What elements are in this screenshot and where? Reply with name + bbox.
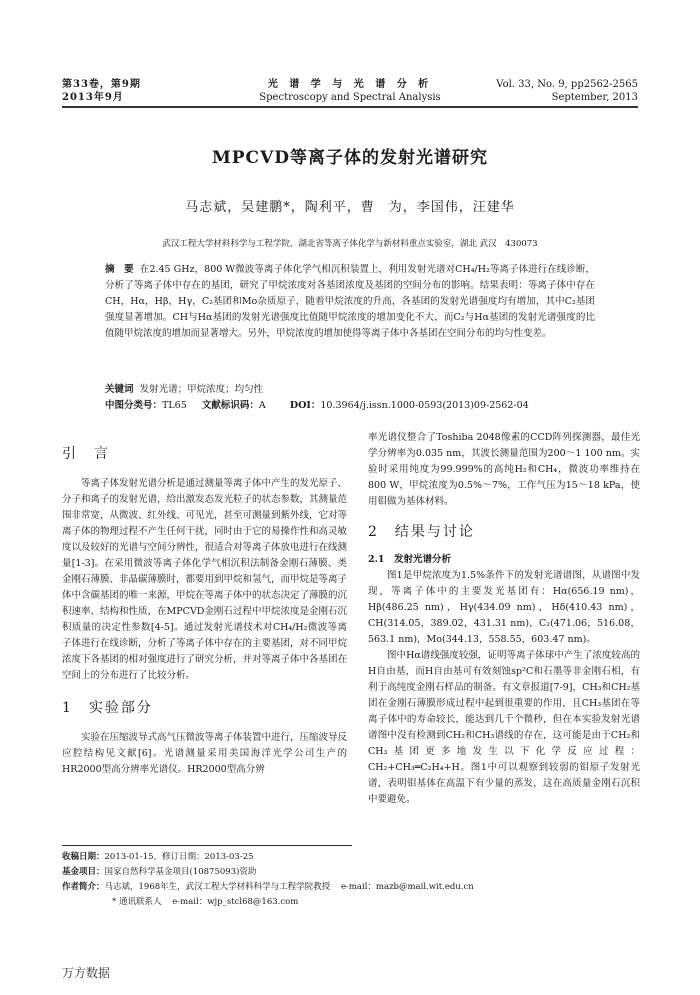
keywords-block bbox=[105, 382, 605, 414]
results-paragraph-2: 图中Hα谱线强度较强，证明等离子体球中产生了浓度较高的H自由基，而H自由基可有效刻蚀sp²C和石墨等非金刚石相，有利于高纯度金刚石样品的制备。有文章报道[7-9]，CH₃和CH₂基团在金刚石薄膜形成过程中起到很重要的作用，且CH₃基团在等离子体中的寿命较长，能达到几千个微秒，但在本实验发射光谱谱图中没有检测到CH₂和CH₃谱线的存在，这可能是由于CH₂和CH₃基团更多地发生以下化学反应过程：CH₂+CH₃═C₂H₄+H。图1中可以观察到较弱的钼原子发射光谱，表明钼基体在高温下有少量的蒸发，这在高质量金刚石沉积中要避免。 bbox=[368, 650, 640, 805]
equipment-paragraph: 率光谱仪整合了Toshiba 2048像素的CCD阵列探测器，最佳光学分辨率为0.035 nm，其波长测量范围为200～1 100 nm。实验时采用纯度为99.999%的高纯H₂和CH₄，微波功率维持在800 W，甲烷浓度为0.5%～7%，工作气压为15～18 kPa，使用钼做为基体材料。 bbox=[368, 432, 640, 507]
doi-label: DOI： bbox=[289, 400, 321, 411]
corresponding-email: e-mail：wjp_stcl68@163.com bbox=[172, 897, 299, 907]
bio-label: 作者简介： bbox=[62, 882, 105, 892]
experiment-paragraph: 实验在压缩波导式高气压微波等离子体装置中进行，压缩波导反应腔结构见文献[6]。光谱测量采用美国海洋光学公司生产的HR2000型高分辨率光谱仪。HR2000型高分辨 bbox=[62, 732, 348, 775]
fund-line bbox=[62, 865, 642, 880]
doi-value: 10.3964/j.issn.1000-0593(2013)09-2562-04 bbox=[320, 400, 529, 411]
header-rule bbox=[62, 106, 638, 108]
corresponding-label: * 通讯联系人 bbox=[112, 897, 162, 907]
journal-name-cn: 光 谱 学 与 光 谱 分 析 bbox=[267, 79, 433, 90]
journal-name bbox=[250, 78, 450, 104]
volume-pages: Vol. 33, No. 9, pp2562-2565 bbox=[496, 79, 638, 90]
results-heading: 2 结果与讨论 bbox=[368, 524, 475, 540]
issue-date: 2013年9月 bbox=[62, 92, 124, 103]
fund-label: 基金项目： bbox=[62, 867, 105, 877]
wanfang-watermark: 万方数据 bbox=[62, 966, 111, 980]
experiment-heading: 1 实验部分 bbox=[62, 700, 153, 716]
subsection-heading: 2.1 发射光谱分析 bbox=[368, 554, 452, 565]
corresponding-line bbox=[62, 895, 642, 910]
doc-code-value: A bbox=[258, 400, 266, 411]
journal-volume-issue bbox=[62, 78, 141, 104]
right-column bbox=[368, 430, 640, 808]
received-line bbox=[62, 850, 642, 865]
bio-email: e-mail：mazb@mail.wit.edu.cn bbox=[340, 882, 474, 892]
abstract-text: 在2.45 GHz，800 W微波等离子体化学气相沉积装置上，利用发射光谱对CH₄/H₂等离子体进行在线诊断，分析了等离子体中存在的基团，研究了甲烷浓度对各基团浓度及基团的空间分布的影响。结果表明：等离子体中存在CH，Hα，Hβ，Hγ，C₂基团和Mo杂质原子，随着甲烷浓度的升高，各基团的发射光谱强度均有增加，其中C₂基团强度显著增加。CH与Hα基团的发射光谱强度比值随甲烷浓度的增加变化不大，而C₂与Hα基团的发射光谱强度的比值随甲烷浓度的增加而显著增大。另外，甲烷浓度的增加使得等离子体中各基团在空间分布的均匀性变差。 bbox=[105, 264, 595, 339]
keywords-text: 发射光谱；甲烷浓度；均匀性 bbox=[139, 384, 264, 395]
clc-label: 中图分类号： bbox=[105, 400, 163, 411]
keywords-line bbox=[105, 382, 605, 398]
received-dates: 2013-01-15，修订日期：2013-03-25 bbox=[104, 852, 254, 862]
abstract bbox=[105, 262, 595, 342]
abstract-label: 摘 要 bbox=[105, 264, 134, 275]
left-column bbox=[62, 430, 347, 778]
classification-line bbox=[105, 398, 605, 414]
keywords-label: 关键词 bbox=[105, 384, 134, 395]
journal-citation bbox=[496, 78, 638, 104]
results-paragraph-1: 图1是甲烷浓度为1.5%条件下的发射光谱谱图，从谱图中发现，等离子体中的主要发光基团有：Hα(656.19 nm)，Hβ(486.25 nm)，Hγ(434.09 nm)，Hδ(410.43 nm)，CH(314.05，389.02，431.31 nm)，C₂(471.06，516.08，563.1 nm)，Mo(344.13，558.55，603.47 nm)。 bbox=[368, 570, 640, 645]
bio-line bbox=[62, 880, 642, 895]
doc-code-label: 文献标识码： bbox=[201, 400, 259, 411]
author-list: 马志斌，吴建鹏*，陶利平，曹 为，李国伟，汪建华 bbox=[185, 200, 515, 215]
received-label: 收稿日期： bbox=[62, 852, 105, 862]
fund-text: 国家自然科学基金项目(10875093)资助 bbox=[104, 867, 257, 877]
volume-issue: 第33卷，第9期 bbox=[62, 79, 141, 90]
footnote-rule bbox=[62, 845, 352, 846]
clc-value: TL65 bbox=[162, 400, 187, 411]
publish-month: September, 2013 bbox=[551, 92, 638, 103]
footnote bbox=[62, 850, 642, 910]
affiliation: 武汉工程大学材料科学与工程学院，湖北省等离子体化学与新材料重点实验室，湖北 武汉 430073 bbox=[162, 239, 538, 249]
intro-heading: 引 言 bbox=[62, 446, 110, 462]
journal-name-en: Spectroscopy and Spectral Analysis bbox=[259, 92, 441, 103]
paper-title: MPCVD等离子体的发射光谱研究 bbox=[211, 148, 489, 168]
bio-text: 马志斌，1968年生，武汉工程大学材料科学与工程学院教授 bbox=[104, 882, 331, 892]
intro-paragraph: 等离子体发射光谱分析是通过测量等离子体中产生的发光原子、分子和离子的发射光谱，给出激发态发光粒子的状态参数，其测量范围非常宽，从微波、红外线、可见光，甚至可测量到紫外线，它对等离子体的物理过程不产生任何干扰，同时由于它的易操作性和高灵敏度以及较好的光谱与空间分辨性，很适合对等离子体放电进行在线测量[1-3]。在采用微波等离子体化学气相沉积法制备金刚石薄膜、类金刚石薄膜、非晶碳薄膜时，都要用到甲烷和氢气，而甲烷是等离子体中含碳基团的唯一来源，甲烷在等离子体中的状态决定了薄膜的沉积速率、结构和性质，在MPCVD金刚石过程中甲烷浓度是金刚石沉积质量的决定性参数[4-5]。通过发射光谱技术对CH₄/H₂微波等离子体进行在线诊断，分析了等离子体中存在的主要基团，对不同甲烷浓度下各基团的相对强度进行了研究分析，并对等离子体中各基团在空间上的分布进行了比较分析。 bbox=[62, 478, 348, 681]
